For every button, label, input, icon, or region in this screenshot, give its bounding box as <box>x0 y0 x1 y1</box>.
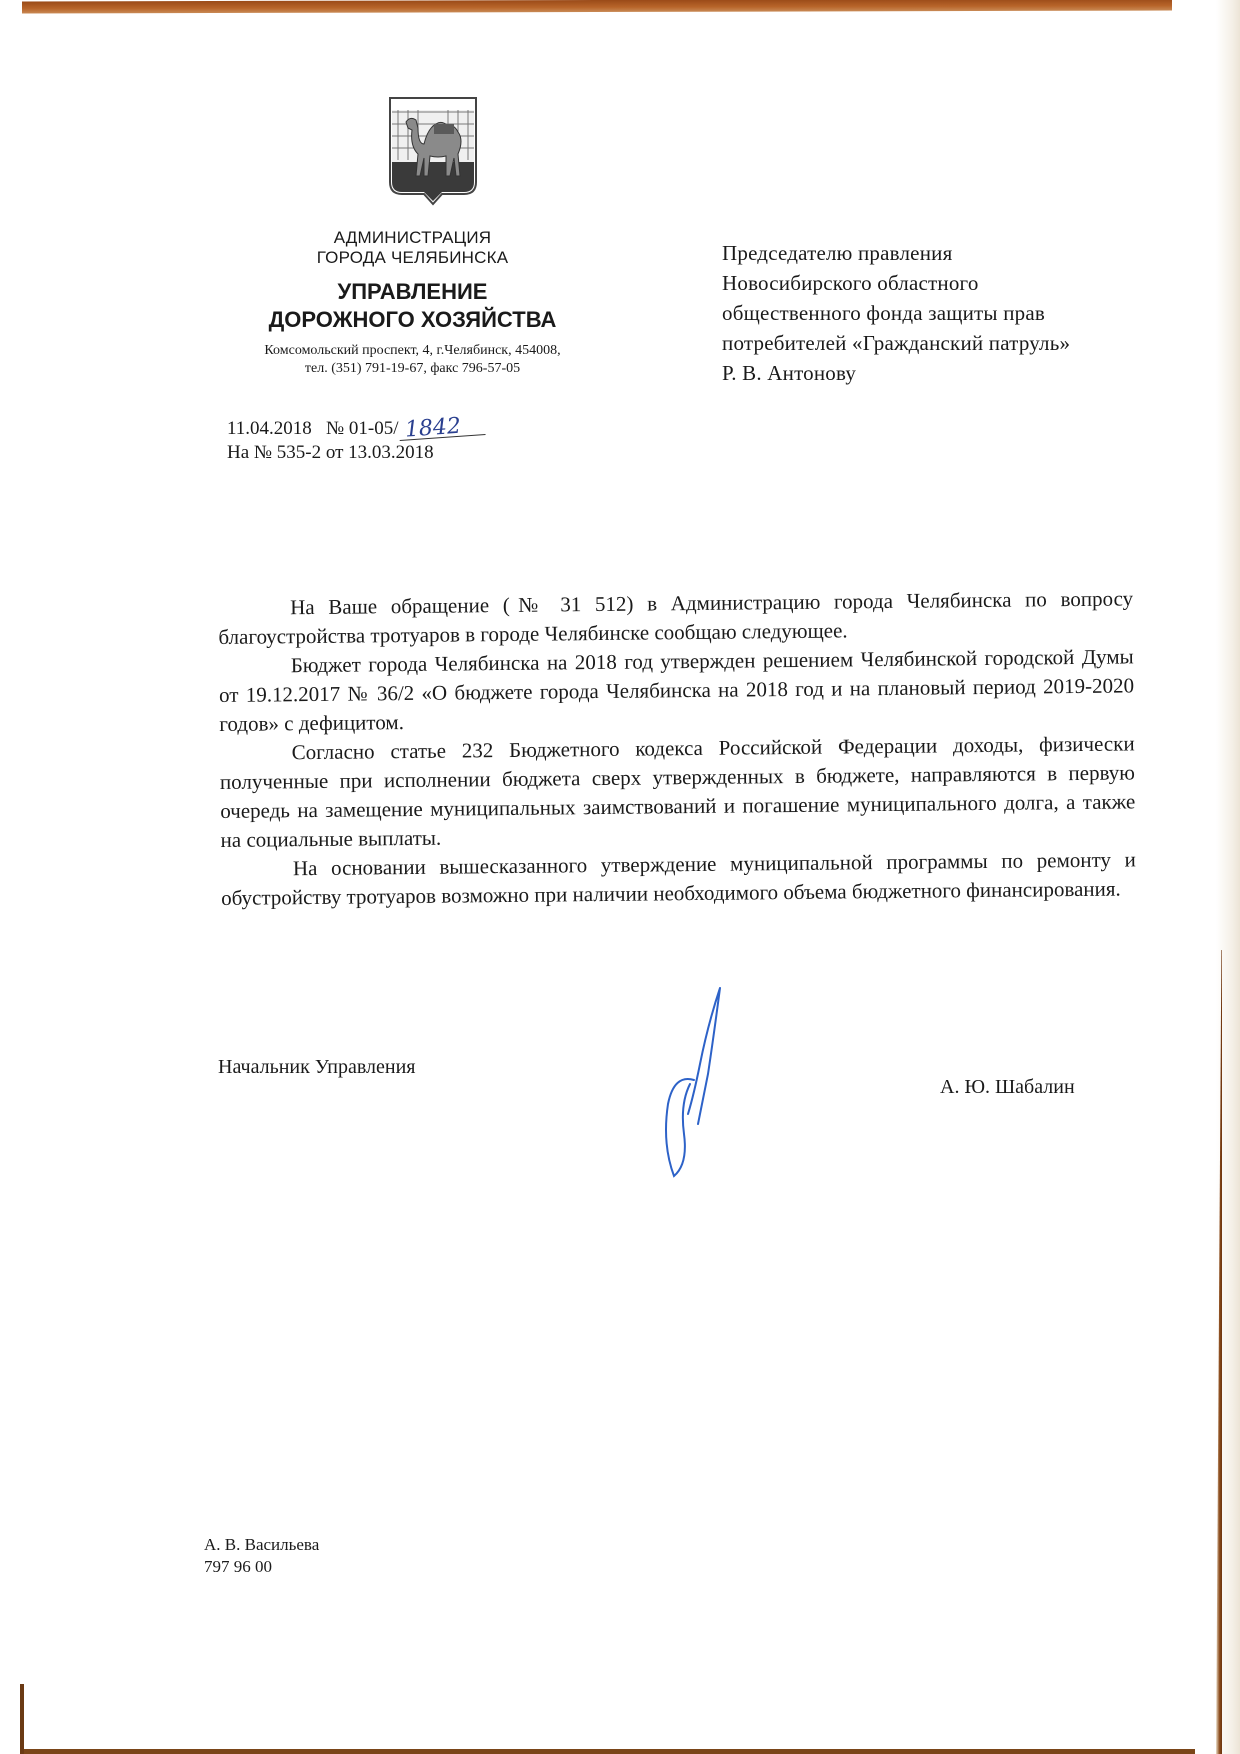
recipient-line: Р. В. Антонову <box>722 361 857 385</box>
address-line1: Комсомольский проспект, 4, г.Челябинск, 454008, <box>264 343 561 358</box>
admin-name-line2: ГОРОДА ЧЕЛЯБИНСКА <box>316 248 509 267</box>
body-paragraph: На основании вышесказанного утверждение муниципальной программы по ремонту и обустройству тротуаров возможно при наличии необходимого объема бюджетного финансирования. <box>221 847 1136 910</box>
department-name-line1: УПРАВЛЕНИЕ <box>337 279 488 304</box>
reference-line: На № 535-2 от 13.03.2018 <box>227 442 434 463</box>
scan-edge-bottom <box>20 1749 1195 1754</box>
scan-edge-top <box>22 0 1172 14</box>
executor-block <box>204 1534 319 1578</box>
body-paragraph: На Ваше обращение (№ 31 512) в Администрацию города Челябинска по вопросу благоустройства тротуаров в городе Челябинске сообщаю следующее. <box>218 586 1134 649</box>
letterhead <box>220 228 605 378</box>
recipient-line: Председателю правления <box>722 241 953 265</box>
body-paragraph: Бюджет города Челябинска на 2018 год утвержден решением Челябинской городской Думы от 19.12.2017 № 36/2 «О бюджете города Челябинска на 2018 год и на плановый период 2019-2020 годов» с дефицитом. <box>218 644 1135 736</box>
scan-edge-left <box>20 1684 24 1754</box>
department-name-line2: ДОРОЖНОГО ХОЗЯЙСТВА <box>268 307 557 332</box>
body-paragraph: Согласно статье 232 Бюджетного кодекса Российской Федерации доходы, физически полученные при исполнении бюджета сверх утвержденных в бюджете, направляются в первую очередь на замещение муниципальных заимствований и погашение муниципального долга, а также на социальные выплаты. <box>219 731 1136 852</box>
signatory-title: Начальник Управления <box>218 1056 416 1078</box>
letter-date: 11.04.2018 <box>227 418 312 439</box>
signature-block <box>218 1050 1118 1210</box>
letter-body <box>218 584 1136 913</box>
executor-name: А. В. Васильева <box>204 1535 320 1554</box>
recipient-line: Новосибирского областного <box>722 271 979 295</box>
recipient-block <box>722 238 1142 388</box>
registration-line <box>227 413 485 443</box>
handwritten-registration-number: 1842 <box>398 416 485 441</box>
coat-of-arms-icon <box>386 94 480 208</box>
recipient-line: потребителей «Гражданский патруль» <box>722 331 1071 355</box>
address-line2: тел. (351) 791-19-67, факс 796-57-05 <box>304 361 521 376</box>
admin-name-line1: АДМИНИСТРАЦИЯ <box>333 228 492 247</box>
handwritten-signature-icon <box>638 984 758 1184</box>
signatory-name: А. Ю. Шабалин <box>940 1076 1075 1098</box>
registration-prefix: № 01-05/ <box>326 418 399 439</box>
executor-phone: 797 96 00 <box>204 1557 272 1576</box>
scan-margin <box>0 0 22 12</box>
recipient-line: общественного фонда защиты прав <box>722 301 1045 325</box>
